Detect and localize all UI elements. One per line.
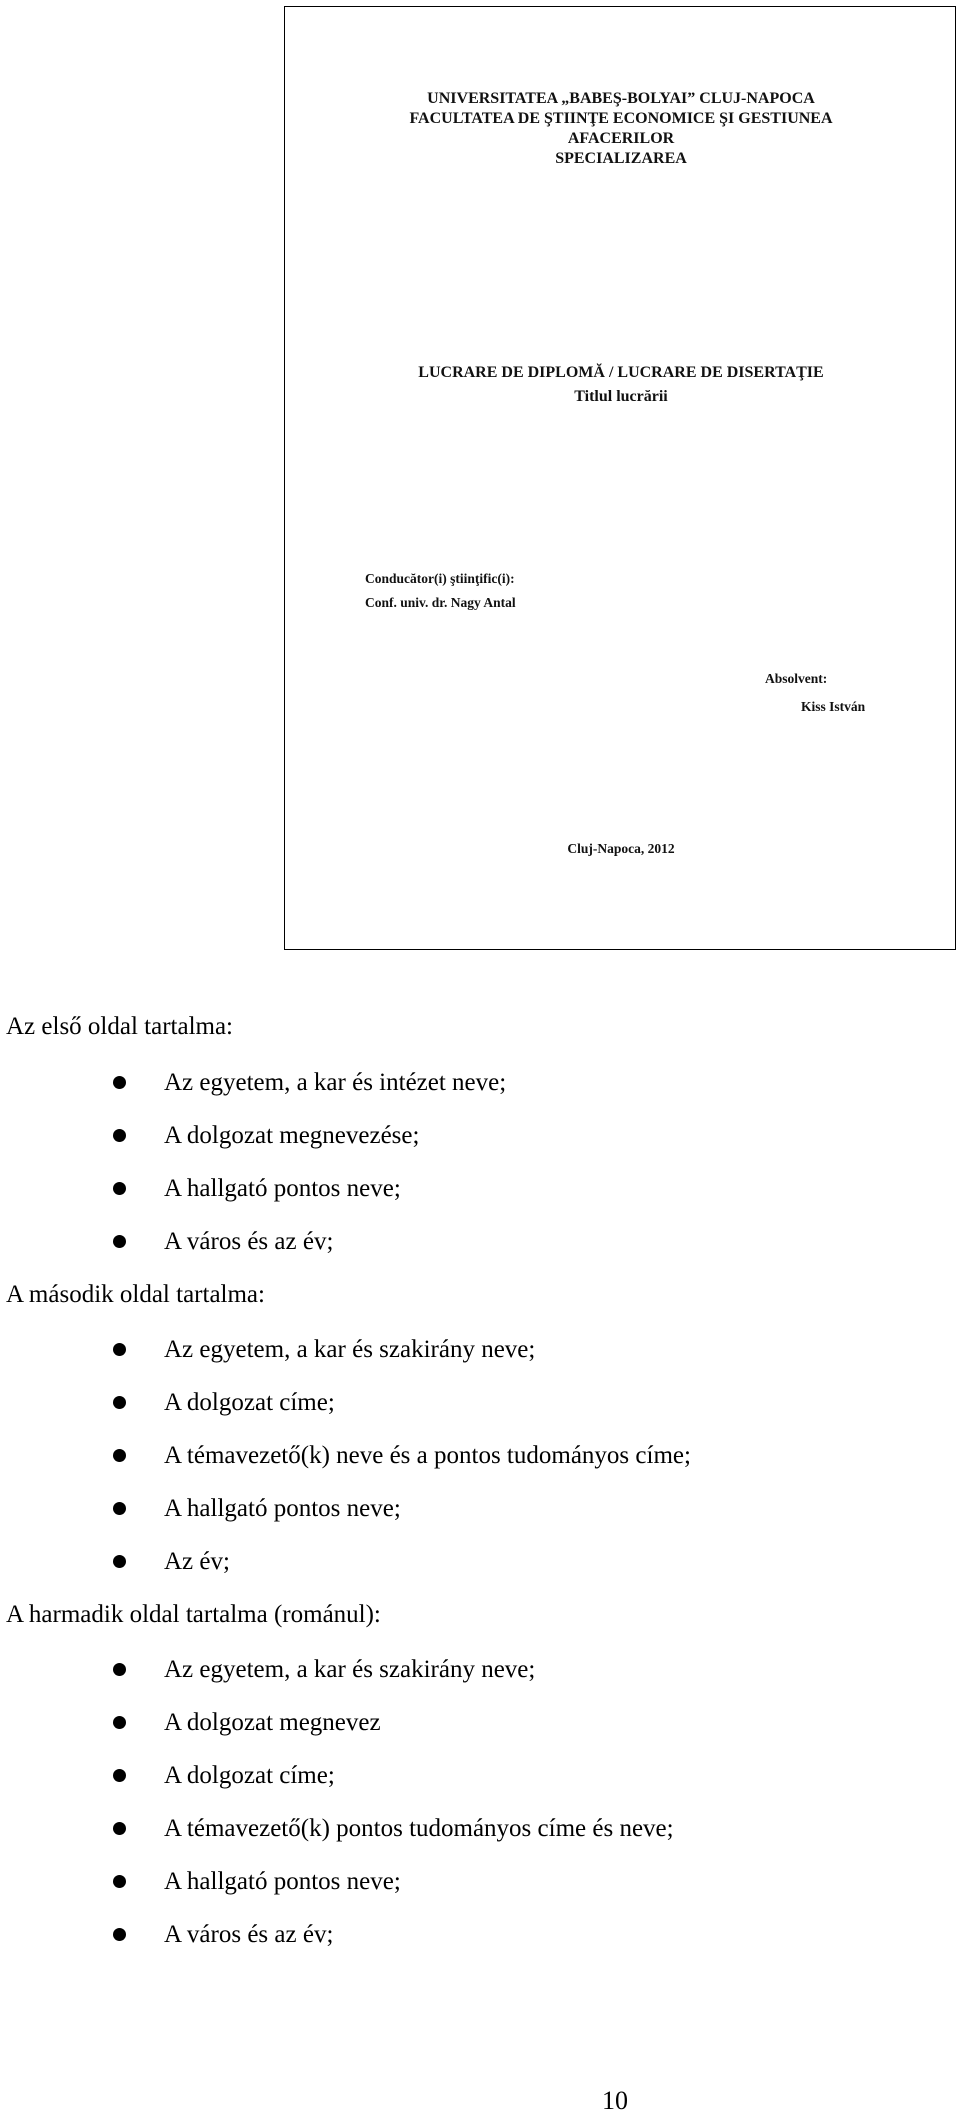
cover-title <box>285 361 957 409</box>
faculty-name-line1: FACULTATEA DE ŞTIINŢE ECONOMICE ŞI GESTIUNEA <box>409 110 833 127</box>
bullet-icon <box>113 1129 126 1142</box>
thesis-type: LUCRARE DE DIPLOMĂ / LUCRARE DE DISERTAŢIE <box>418 364 824 381</box>
bullet-icon <box>113 1076 126 1089</box>
bullet-icon <box>113 1822 126 1835</box>
page-number: 10 <box>602 2086 628 2115</box>
section-heading-third-page: A harmadik oldal tartalma (románul): <box>6 1601 381 1628</box>
section-heading-first-page: Az első oldal tartalma: <box>6 1013 234 1040</box>
specialization: SPECIALIZAREA <box>555 150 687 167</box>
bullet-icon <box>113 1928 126 1941</box>
bullet-icon <box>113 1502 126 1515</box>
cover-page-thumbnail <box>284 6 956 950</box>
bullet-icon <box>113 1663 126 1676</box>
graduate-label: Absolvent: <box>765 671 828 686</box>
faculty-name-line2: AFACERILOR <box>567 130 675 147</box>
supervisor-label: Conducător(i) ştiinţific(i): <box>365 571 515 586</box>
bullet-icon <box>113 1343 126 1356</box>
bullet-icon <box>113 1769 126 1782</box>
bullet-icon <box>113 1449 126 1462</box>
bullet-icon <box>113 1235 126 1248</box>
university-name: UNIVERSITATEA „BABEŞ-BOLYAI” CLUJ-NAPOCA <box>427 90 815 107</box>
bullet-icon <box>113 1182 126 1195</box>
bullet-icon <box>113 1875 126 1888</box>
bullet-icon <box>113 1555 126 1568</box>
supervisor-block <box>365 567 516 615</box>
section-heading-second-page: A második oldal tartalma: <box>6 1281 265 1308</box>
place-year: Cluj-Napoca, 2012 <box>567 841 675 856</box>
supervisor-name: Conf. univ. dr. Nagy Antal <box>365 595 516 610</box>
graduate-name: Kiss István <box>801 699 866 714</box>
bullet-icon <box>113 1716 126 1729</box>
cover-header <box>285 89 957 169</box>
thesis-title: Titlul lucrării <box>574 388 668 405</box>
bullet-icon <box>113 1396 126 1409</box>
